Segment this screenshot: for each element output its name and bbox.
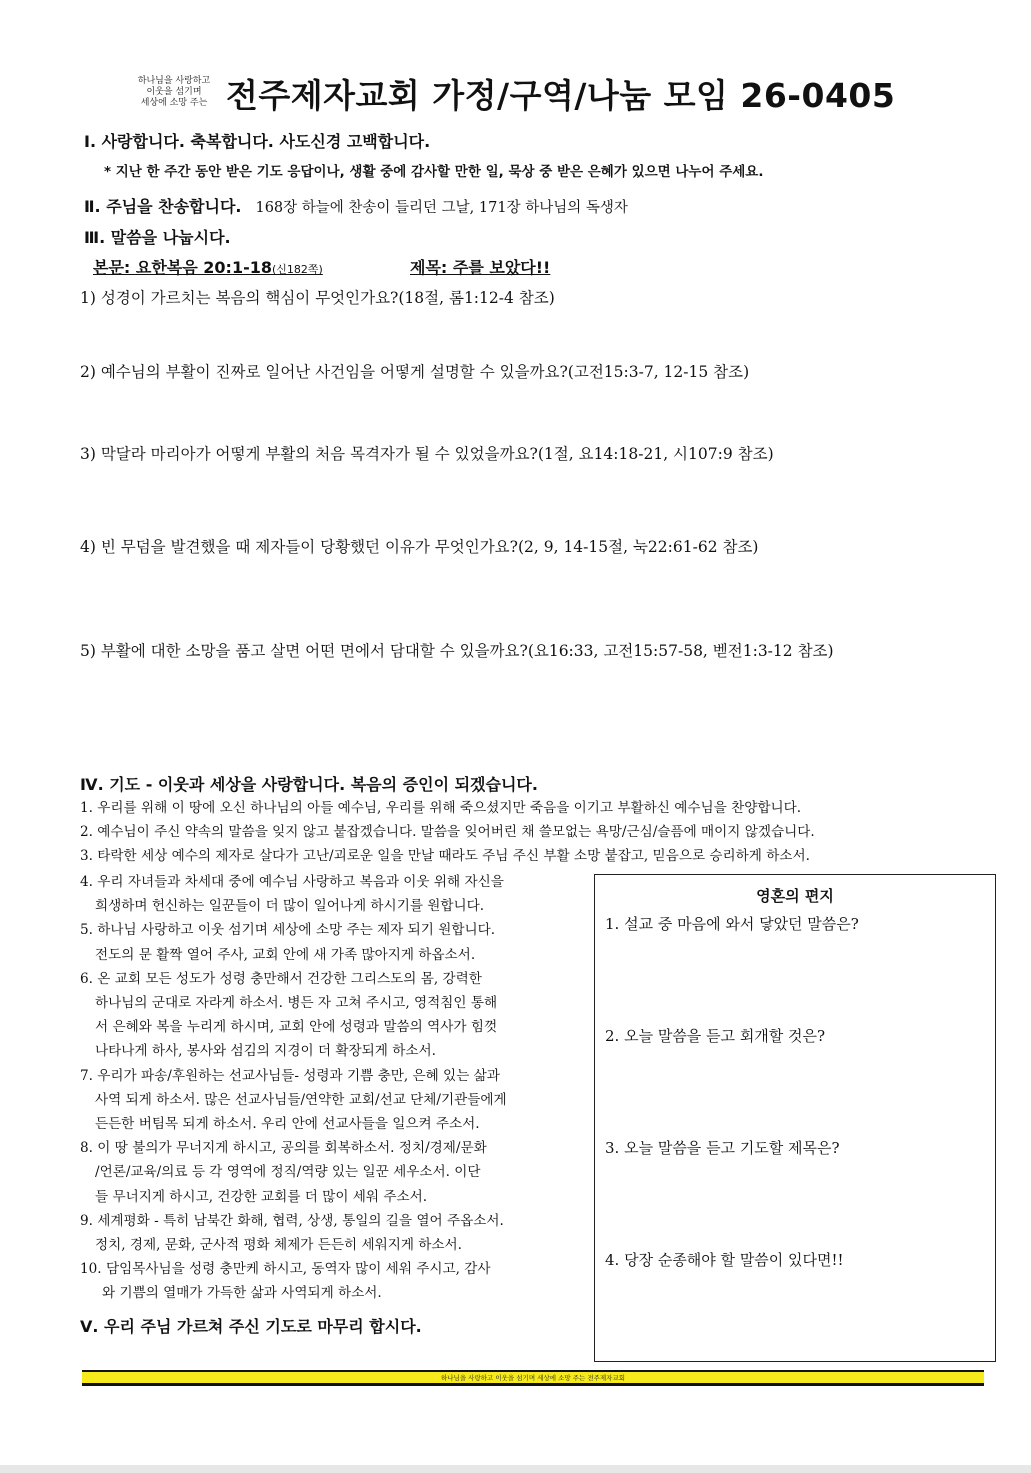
prayer-item: 9. 세계평화 - 특히 남북간 화해, 협력, 상생, 통일의 길을 열어 주옵소서. (80, 1212, 504, 1229)
section-5-heading: Ⅴ. 우리 주님 가르쳐 주신 기도로 마무리 합시다. (80, 1317, 422, 1336)
scripture-reference (93, 255, 323, 278)
prayer-item: 7. 우리가 파송/후원하는 선교사님들- 성령과 기쁨 충만, 은혜 있는 삶과 (80, 1067, 500, 1084)
discussion-question: 1) 성경이 가르치는 복음의 핵심이 무엇인가요?(18절, 롬1:12-4 참조) (80, 289, 555, 307)
discussion-question: 3) 막달라 마리아가 어떻게 부활의 처음 목격자가 될 수 있었을까요?(1절, 요14:18-21, 시107:9 참조) (80, 445, 774, 463)
scripture-text (93, 258, 323, 277)
prayer-item-cont: 사역 되게 하소서. 많은 선교사님들/연약한 교회/선교 단체/기관들에게 (95, 1091, 507, 1108)
letter-question: 1. 설교 중 마음에 와서 닿았던 말씀은? (605, 915, 859, 933)
slogan-line: 이웃을 섬기며 (146, 87, 202, 97)
prayer-item: 8. 이 땅 불의가 무너지게 하시고, 공의를 회복하소서. 정치/경제/문화 (80, 1140, 487, 1157)
section-4-heading: Ⅳ. 기도 - 이웃과 세상을 사랑합니다. 복음의 증인이 되겠습니다. (80, 775, 538, 794)
prayer-item: 1. 우리를 위해 이 땅에 오신 하나님의 아들 예수님, 우리를 위해 죽으셨지만 죽음을 이기고 부활하신 예수님을 찬양합니다. (80, 800, 802, 816)
footer-text: 하나님을 사랑하고 이웃을 섬기며 세상에 소망 주는 전주제자교회 (441, 1374, 625, 1382)
hymn-list: 168장 하늘에 찬송이 들리던 그날, 171장 하나님의 독생자 (255, 200, 628, 216)
soul-letter-title: 영혼의 편지 (756, 887, 834, 905)
discussion-question: 5) 부활에 대한 소망을 품고 살면 어떤 면에서 담대할 수 있을까요?(요16:33, 고전15:57-58, 벧전1:3-12 참조) (80, 642, 834, 660)
prayer-item: 10. 담임목사님을 성령 충만케 하시고, 동역자 많이 세워 주시고, 감사 (80, 1261, 491, 1278)
letter-question: 3. 오늘 말씀을 듣고 기도할 제목은? (605, 1139, 840, 1157)
prayer-item-cont: 나타나게 하사, 봉사와 섬김의 지경이 더 확장되게 하소서. (95, 1043, 436, 1060)
prayer-item-cont: 들 무너지게 하시고, 건강한 교회를 더 많이 세워 주소서. (95, 1188, 428, 1205)
page-title: 전주제자교회 가정/구역/나눔 모임 26-0405 (226, 76, 896, 115)
soul-letter-box (594, 874, 996, 1362)
church-slogan (126, 76, 222, 109)
prayer-item: 2. 예수님이 주신 약속의 말씀을 잊지 않고 붙잡겠습니다. 말씀을 잊어버린 채 쓸모없는 욕망/근심/슬픔에 매이지 않겠습니다. (80, 824, 815, 841)
slogan-line: 세상에 소망 주는 (140, 98, 208, 108)
prayer-list-wide (80, 796, 980, 869)
prayer-item-cont: 희생하며 헌신하는 일꾼들이 더 많이 일어나게 하시기를 원합니다. (95, 898, 485, 915)
scripture-page: (신182쪽) (271, 263, 323, 276)
scripture-label: 본문: 요한복음 20:1-18 (93, 258, 272, 277)
prayer-item: 3. 타락한 세상 예수의 제자로 살다가 고난/괴로운 일을 만날 때라도 주님 주신 부활 소망 붙잡고, 믿음으로 승리하게 하소서. (80, 848, 810, 865)
footer-bar (82, 1370, 984, 1386)
prayer-item-cont: 정치, 경제, 문화, 군사적 평화 체제가 든든히 세워지게 하소서. (95, 1237, 463, 1254)
prayer-item-cont: 전도의 문 활짝 열어 주사, 교회 안에 새 가족 많아지게 하옵소서. (95, 946, 476, 963)
prayer-item-cont: 하나님의 군대로 자라게 하소서. 병든 자 고쳐 주시고, 영적침인 통해 (95, 995, 498, 1012)
discussion-question: 2) 예수님의 부활이 진짜로 일어난 사건임을 어떻게 설명할 수 있을까요?(고전15:3-7, 12-15 참조) (80, 363, 750, 381)
discussion-question: 4) 빈 무덤을 발견했을 때 제자들이 당황했던 이유가 무엇인가요?(2, 9, 14-15절, 눅22:61-62 참조) (80, 538, 759, 556)
sermon-subject: 제목: 주를 보았다!! (410, 258, 551, 277)
prayer-item: 5. 하나님 사랑하고 이웃 섬기며 세상에 소망 주는 제자 되기 원합니다. (80, 922, 496, 939)
letter-question: 4. 당장 순종해야 할 말씀이 있다면!! (605, 1251, 844, 1269)
prayer-item-cont: 와 기쁨의 열매가 가득한 삶과 사역되게 하소서. (102, 1285, 382, 1302)
letter-question: 2. 오늘 말씀을 듣고 회개할 것은? (605, 1027, 826, 1045)
prayer-item: 6. 온 교회 모든 성도가 성령 충만해서 건강한 그리스도의 몸, 강력한 (80, 970, 482, 987)
section-3-heading: Ⅲ. 말씀을 나눕시다. (84, 228, 231, 247)
prayer-item-cont: 든든한 버팀목 되게 하소서. 우리 안에 선교사들을 일으켜 주소서. (95, 1116, 480, 1133)
section-1-note: * 지난 한 주간 동안 받은 기도 응답이나, 생활 중에 감사할 만한 일, 묵상 중 받은 은혜가 있으면 나누어 주세요. (104, 164, 764, 180)
prayer-item-cont: 서 은혜와 복을 누리게 하시며, 교회 안에 성령과 말씀의 역사가 힘껏 (95, 1019, 498, 1036)
slogan-line: 하나님을 사랑하고 (137, 76, 211, 86)
section-1-heading: Ⅰ. 사랑합니다. 축복합니다. 사도신경 고백합니다. (84, 132, 431, 151)
section-2 (84, 194, 628, 217)
prayer-item: 4. 우리 자녀들과 차세대 중에 예수님 사랑하고 복음과 이웃 위해 자신을 (80, 874, 504, 890)
section-2-heading: Ⅱ. 주님을 찬송합니다. (84, 197, 242, 216)
prayer-item-cont: /언론/교육/의료 등 각 영역에 정직/역량 있는 일꾼 세우소서. 이단 (95, 1164, 481, 1181)
prayer-list-narrow (80, 870, 590, 1306)
page-bottom-edge (0, 1465, 1031, 1473)
